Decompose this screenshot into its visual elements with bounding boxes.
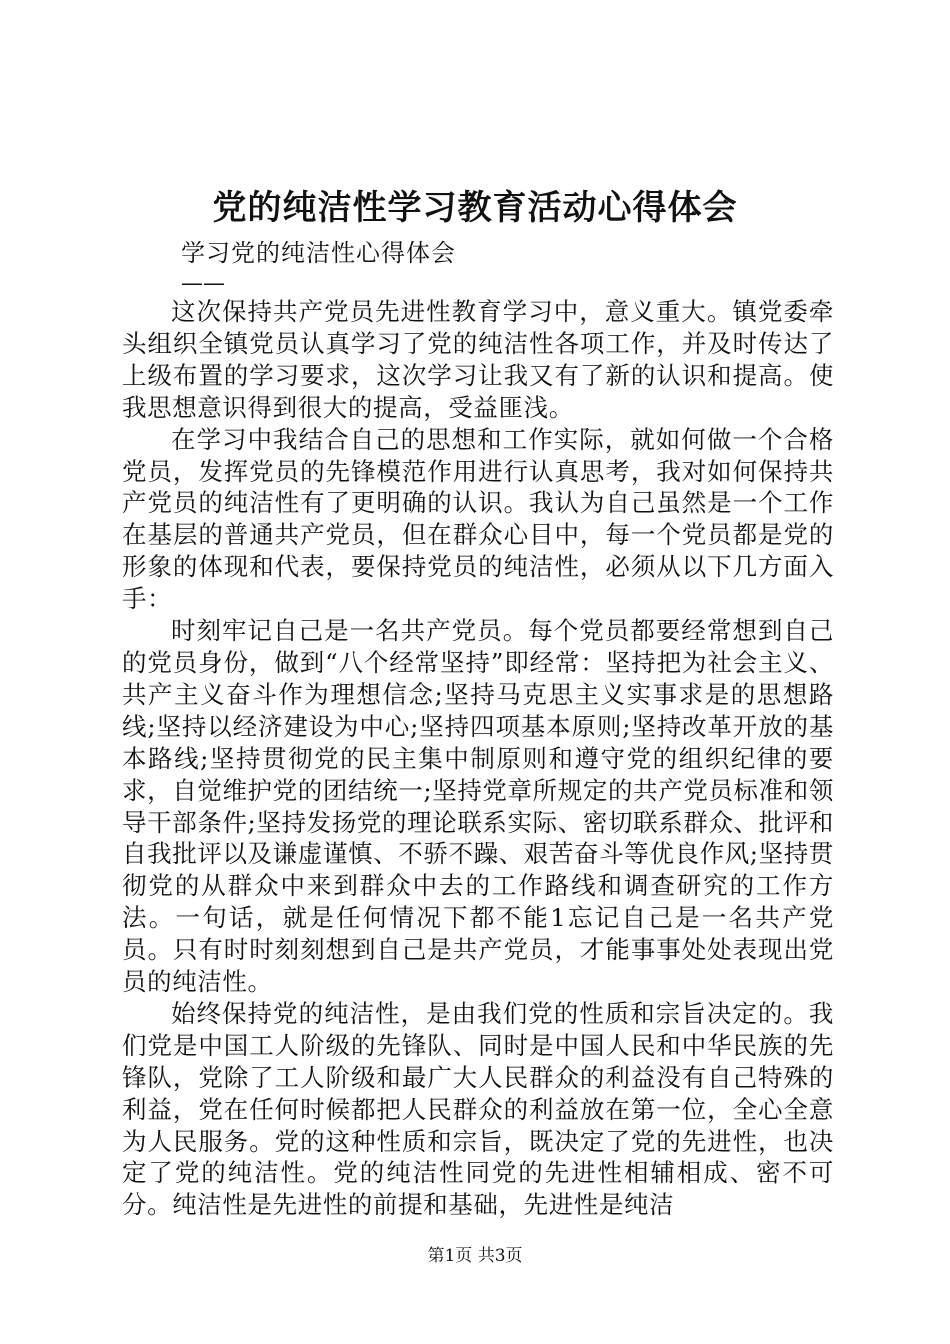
document-subtitle: 学习党的纯洁性心得体会 bbox=[181, 239, 456, 267]
paragraph-4: 始终保持党的纯洁性，是由我们党的性质和宗旨决定的。我们党是中国工人阶级的先锋队、同时是中国人民和中华民族的先锋队，党除了工人阶级和最广大人民群众的利益没有自己特殊的利益，党在任何时候都把人民群众的利益放在第一位，全心全意为人民服务。党的这种性质和宗旨，既决定了党的先进性，也决定了党的纯洁性。党的纯洁性同党的先进性相辅相成、密不可分。纯洁性是先进性的前提和基础，先进性是纯洁 bbox=[122, 998, 834, 1220]
document-body bbox=[122, 296, 834, 1221]
paragraph-2: 在学习中我结合自己的思想和工作实际，就如何做一个合格党员，发挥党员的先锋模范作用进行认真思考，我对如何保持共产党员的纯洁性有了更明确的认识。我认为自己虽然是一个工作在基层的普通共产党员，但在群众心目中，每一个党员都是党的形象的体现和代表，要保持党员的纯洁性，必须从以下几方面入手： bbox=[122, 424, 834, 614]
page-footer: 第1页 共3页 bbox=[427, 1246, 523, 1266]
subtitle-dash: —— bbox=[181, 271, 225, 296]
paragraph-3: 时刻牢记自己是一名共产党员。每个党员都要经常想到自己的党员身份，做到“八个经常坚持”即经常：坚持把为社会主义、共产主义奋斗作为理想信念;坚持马克思主义实事求是的思想路线;坚持以经济建设为中心;坚持四项基本原则;坚持改革开放的基本路线;坚持贯彻党的民主集中制原则和遵守党的组织纪律的要求，自觉维护党的团结统一;坚持党章所规定的共产党员标准和领导干部条件;坚持发扬党的理论联系实际、密切联系群众、批评和自我批评以及谦虚谨慎、不骄不躁、艰苦奋斗等优良作风;坚持贯彻党的从群众中来到群众中去的工作路线和调查研究的工作方法。一句话，就是任何情况下都不能1忘记自己是一名共产党员。只有时时刻刻想到自己是共产党员，才能事事处处表现出党员的纯洁性。 bbox=[122, 616, 834, 997]
paragraph-1: 这次保持共产党员先进性教育学习中，意义重大。镇党委牵头组织全镇党员认真学习了党的纯洁性各项工作，并及时传达了上级布置的学习要求，这次学习让我又有了新的认识和提高。使我思想意识得到很大的提高，受益匪浅。 bbox=[122, 297, 834, 422]
document-title: 党的纯洁性学习教育活动心得体会 bbox=[212, 188, 738, 228]
